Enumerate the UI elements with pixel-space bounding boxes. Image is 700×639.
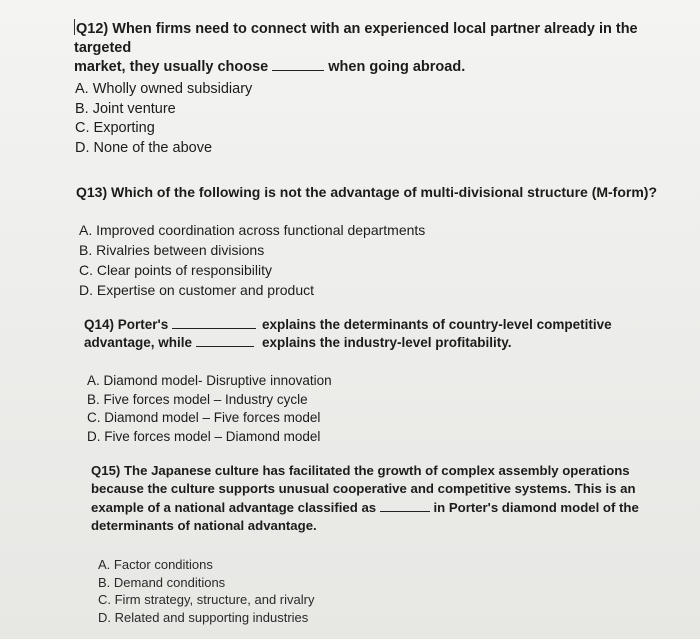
option-b: B. Demand conditions bbox=[98, 574, 226, 590]
option-a: A. Diamond model- Disruptive innovation bbox=[87, 373, 332, 388]
question-12-options bbox=[75, 80, 252, 158]
question-13: Q13) Which of the following is not the advantage of multi-divisional structure (M-form)? bbox=[76, 184, 658, 200]
option-c: C. Exporting bbox=[75, 120, 155, 136]
question-12-line1: Q12) When firms need to connect with an experienced local partner already in the targeted bbox=[74, 21, 638, 56]
question-12 bbox=[74, 19, 694, 77]
option-d: D. Expertise on customer and product bbox=[79, 282, 315, 298]
option-c: C. Diamond model – Five forces model bbox=[87, 410, 321, 426]
answer-blank-1 bbox=[172, 316, 256, 329]
option-d: D. Five forces model – Diamond model bbox=[87, 428, 321, 444]
option-c: C. Firm strategy, structure, and rivalry bbox=[98, 592, 315, 608]
option-d: D. Related and supporting industries bbox=[98, 609, 309, 625]
answer-blank bbox=[272, 58, 324, 71]
question-15-line3: example of a national advantage classified as in Porter's diamond model of the bbox=[91, 499, 639, 515]
option-b: B. Five forces model – Industry cycle bbox=[87, 391, 308, 407]
option-b: B. Joint venture bbox=[75, 100, 176, 117]
option-a: A. Wholly owned subsidiary bbox=[75, 81, 253, 97]
question-14-line2: advantage, while explains the industry-level profitability. bbox=[84, 335, 512, 350]
answer-blank bbox=[380, 499, 430, 512]
option-a: A. Improved coordination across functional departments bbox=[79, 222, 426, 238]
option-b: B. Rivalries between divisions bbox=[79, 242, 265, 258]
question-12-line2: market, they usually choose when going abroad. bbox=[74, 59, 466, 75]
question-15-line4: determinants of national advantage. bbox=[91, 518, 317, 534]
answer-blank-2 bbox=[196, 334, 254, 347]
question-13-options bbox=[79, 220, 425, 300]
question-15-options bbox=[98, 556, 314, 626]
question-14-line1: Q14) Porter's explains the determinants of country-level competitive bbox=[84, 317, 612, 332]
question-14 bbox=[84, 316, 684, 352]
option-a: A. Factor conditions bbox=[98, 557, 213, 572]
question-15 bbox=[91, 462, 671, 536]
question-14-options bbox=[87, 372, 332, 446]
text-cursor bbox=[74, 19, 75, 35]
option-c: C. Clear points of responsibility bbox=[79, 262, 272, 278]
option-d: D. None of the above bbox=[75, 139, 213, 156]
question-15-line2: because the culture supports unusual cooperative and competitive systems. This is an bbox=[91, 481, 636, 497]
question-15-line1: Q15) The Japanese culture has facilitated the growth of complex assembly operations bbox=[91, 463, 630, 478]
